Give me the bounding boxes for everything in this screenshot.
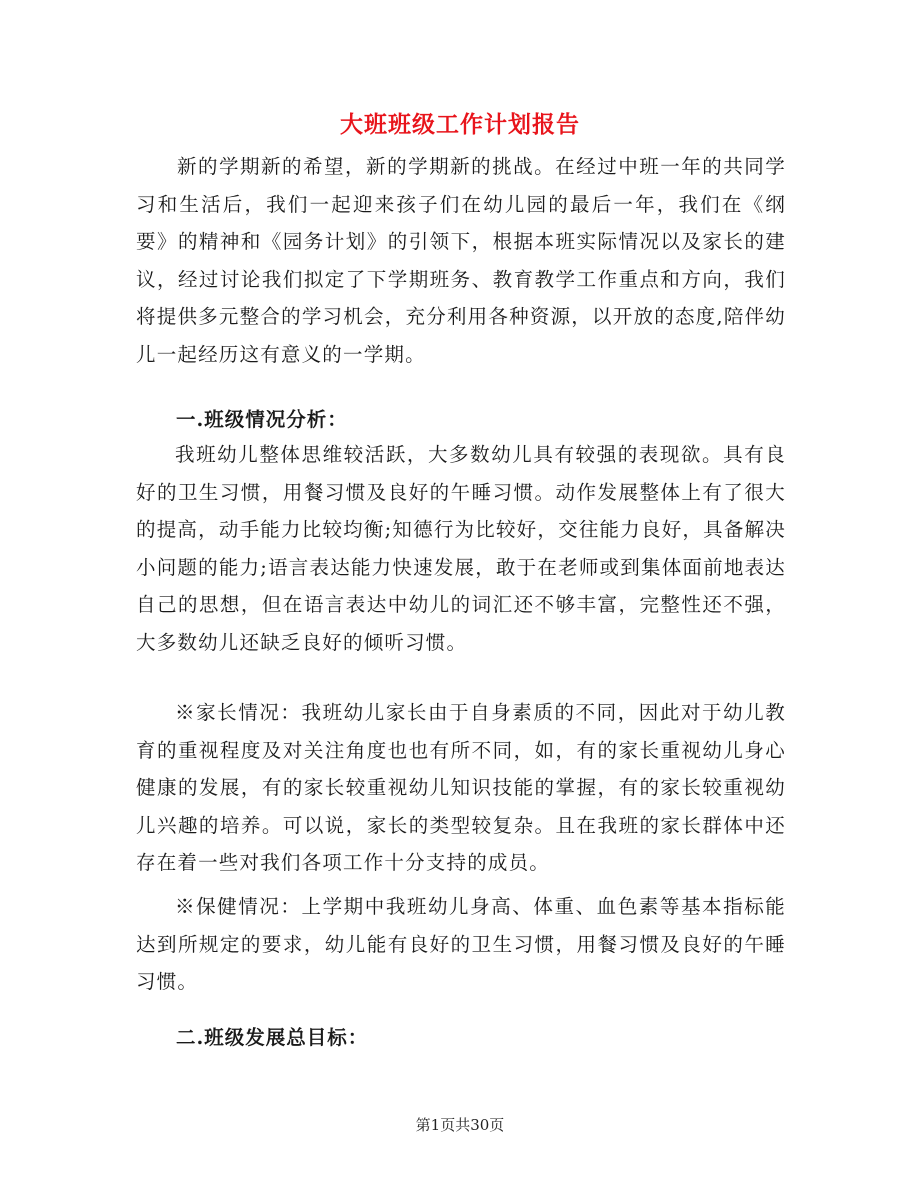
section-heading-class-analysis: 一.班级情况分析：: [176, 408, 348, 431]
parents-situation-paragraph: ※家长情况：我班幼儿家长由于自身素质的不同，因此对于幼儿教育的重视程度及对关注角度也也有所不同，如，有的家长重视幼儿身心健康的发展，有的家长较重视幼儿知识技能的掌握，有的家长较重视幼儿兴趣的培养。可以说，家长的类型较复杂。且在我班的家长群体中还存在着一些对我们各项工作十分支持的成员。: [136, 701, 786, 874]
section-heading-development-goals: 二.班级发展总目标：: [176, 1026, 369, 1049]
page-number-footer: 第1页共30页: [415, 1116, 505, 1134]
health-situation-paragraph: ※保健情况：上学期中我班幼儿身高、体重、血色素等基本指标能达到所规定的要求，幼儿能有良好的卫生习惯，用餐习惯及良好的午睡习惯。: [136, 895, 786, 993]
intro-paragraph: 新的学期新的希望，新的学期新的挑战。在经过中班一年的共同学习和生活后，我们一起迎来孩子们在幼儿园的最后一年，我们在《纲要》的精神和《园务计划》的引领下，根据本班实际情况以及家长的建议，经过讨论我们拟定了下学期班务、教育教学工作重点和方向，我们将提供多元整合的学习机会，充分利用各种资源，以开放的态度,陪伴幼儿一起经历这有意义的一学期。: [136, 155, 786, 366]
document-title: 大班班级工作计划报告: [340, 111, 580, 138]
class-analysis-paragraph: 我班幼儿整体思维较活跃，大多数幼儿具有较强的表现欲。具有良好的卫生习惯，用餐习惯及良好的午睡习惯。动作发展整体上有了很大的提高，动手能力比较均衡;知德行为比较好，交往能力良好，具备解决小问题的能力;语言表达能力快速发展，敢于在老师或到集体面前地表达自己的思想，但在语言表达中幼儿的词汇还不够丰富，完整性还不强，大多数幼儿还缺乏良好的倾听习惯。: [136, 443, 786, 654]
